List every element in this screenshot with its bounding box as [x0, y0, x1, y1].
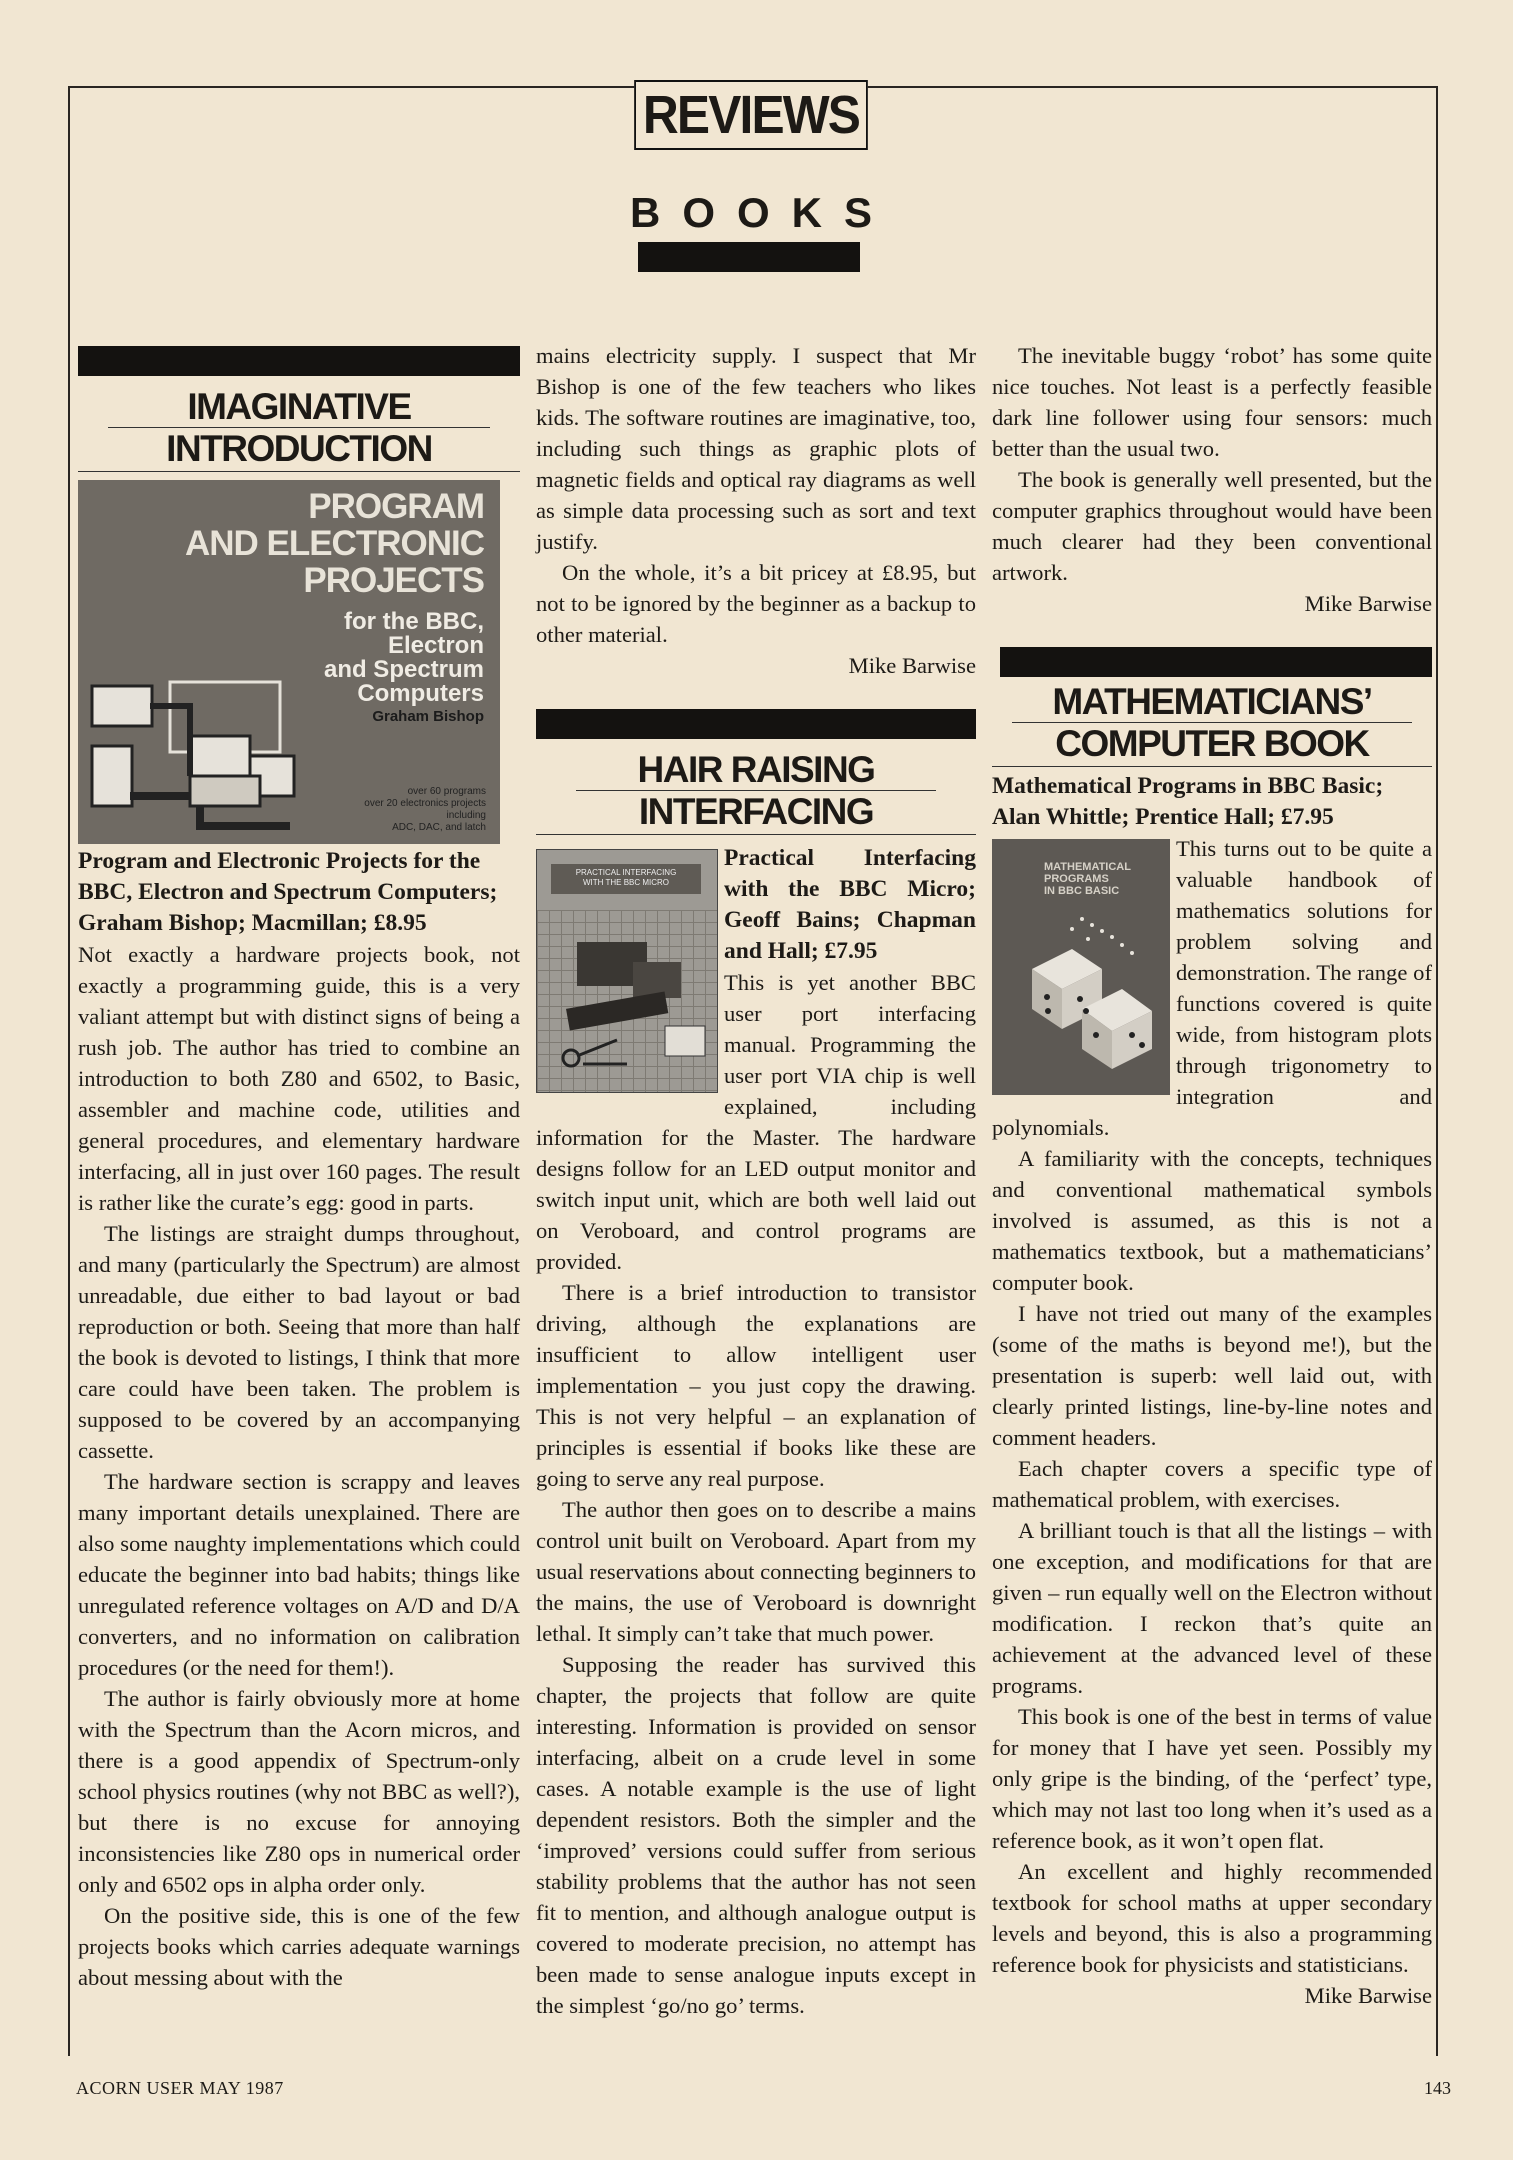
- review3-headline: [992, 681, 1432, 764]
- cover-circuit-diagram: [90, 676, 300, 836]
- paragraph: mains electricity supply. I suspect that Mr Bishop is one of the few teachers who likes kids. The software routines are imaginative, too, including such things as graphic plots of magnetic fields and optical ray diagrams as well as simple data processing such as sort and text justify.: [536, 343, 976, 554]
- paragraph: This is yet another BBC user port interfacing manual. Programming the user port VIA chip is well explained, including information for the Master. The hardware designs follow for an LED output monitor and switch input unit, which are both well laid out on Veroboard, and control programs are provided.: [536, 970, 976, 1274]
- paragraph: A familiarity with the concepts, techniques and conventional mathematical symbols involved is assumed, as this is not a mathematics textbook, but a mathematicians’ computer book.: [992, 1146, 1432, 1295]
- paragraph: I have not tried out many of the examples (some of the maths is beyond me!), but the presentation is superb: well laid out, with clearly printed listings, line-by-line notes and comment headers.: [992, 1301, 1432, 1450]
- headline-line: COMPUTER BOOK: [1055, 723, 1369, 764]
- cover-subtitle-line: Electron: [387, 632, 484, 659]
- review3-bibliography: Mathematical Programs in BBC Basic; Alan Whittle; Prentice Hall; £7.95: [992, 773, 1384, 830]
- review2-body-continued: [992, 340, 1432, 588]
- review1-bibliography: Program and Electronic Projects for the BBC, Electron and Spectrum Computers; Graham Bishop; Macmillan; £8.95: [78, 848, 498, 936]
- cover-dice-illustration: [992, 839, 1170, 1095]
- paragraph: This book is one of the best in terms of value for money that I have yet seen. Possibly my only gripe is the binding, of the ‘perfect’ type, which may not last too long when it’s used as a reference book, as it won’t open flat.: [992, 1704, 1432, 1853]
- cover-title-line: AND ELECTRONIC: [184, 524, 484, 563]
- headline-rule: [536, 834, 976, 835]
- cover-title-line: PROGRAM: [308, 487, 484, 526]
- cover-title-line: MATHEMATICAL: [1044, 861, 1131, 873]
- headline-line: MATHEMATICIANS’: [1052, 681, 1372, 722]
- paragraph: On the positive side, this is one of the few projects books which carries adequate warnings about messing about with the: [78, 1903, 520, 1990]
- headline-rule: [992, 766, 1432, 767]
- subsection-title: BOOKS: [630, 189, 895, 236]
- review2-bibliography: Practical Interfacing with the BBC Micro; Geoff Bains; Chapman and Hall; £7.95: [724, 845, 976, 964]
- headline-line: INTERFACING: [638, 791, 874, 832]
- headline-bar: [536, 709, 976, 739]
- cover-author: Graham Bishop: [372, 708, 484, 725]
- headline-bar: [1000, 647, 1432, 677]
- headline-line: HAIR RAISING: [637, 749, 875, 790]
- paragraph: Supposing the reader has survived this chapter, the projects that follow are quite interesting. Information is provided on sensor interfacing, albeit on a crude level in some cases. A notable example is the use of light dependent resistors. Both the simpler and the ‘improved’ versions could suffer from serious stability problems that the author has not seen fit to mention, and although analogue output is covered to moderate precision, no attempt has been made to sense analogue inputs except in the simplest ‘go/no go’ terms.: [536, 1652, 976, 2018]
- paragraph: The book is generally well presented, but the computer graphics throughout would have been much clearer had they been conventional artwork.: [992, 467, 1432, 585]
- page-frame-left: [68, 86, 70, 2056]
- book-cover-practical-interfacing: [536, 849, 718, 1093]
- magazine-issue: ACORN USER MAY 1987: [76, 2078, 284, 2098]
- headline-bar: [78, 346, 520, 376]
- column-1: [78, 346, 520, 1993]
- review2-body: [536, 967, 976, 2021]
- cover-title-line: WITH THE BBC MICRO: [582, 878, 670, 887]
- review3-content: [992, 833, 1432, 2011]
- cover-subtitle-line: Computers: [357, 680, 484, 707]
- headline-rule: [78, 471, 520, 472]
- paragraph: The listings are straight dumps throughout, and many (particularly the Spectrum) are almost unreadable, due either to bad layout or bad reproduction or both. Seeing that more than half the book is devoted to listings, I think that more care could have been taken. The problem is supposed to be covered by an accompanying cassette.: [78, 1221, 520, 1463]
- paragraph: On the whole, it’s a bit pricey at £8.95, but not to be ignored by the beginner as a backup to other material.: [536, 560, 976, 647]
- cover-footer-line: ADC, DAC, and latch: [392, 822, 486, 833]
- section-title: REVIEWS: [634, 80, 868, 150]
- cover-title-line: PRACTICAL INTERFACING: [575, 868, 677, 877]
- cover-footer-text: [336, 786, 486, 834]
- cover-title-line: PROJECTS: [303, 561, 484, 600]
- review2-signature: Mike Barwise: [1304, 591, 1432, 616]
- paragraph: The author is fairly obviously more at home with the Spectrum than the Acorn micros, and there is a good appendix of Spectrum-only school physics routines (why not BBC as well?), but there is no excuse for annoying inconsistencies like Z80 ops in numerical order only and 6502 ops in alpha order only.: [78, 1686, 520, 1897]
- cover-footer-line: over 60 programs: [407, 786, 486, 797]
- paragraph: Each chapter covers a specific type of mathematical problem, with exercises.: [992, 1456, 1432, 1512]
- review1-signature: Mike Barwise: [848, 653, 976, 678]
- review2-headline: [536, 749, 976, 832]
- review1-body: [78, 939, 520, 1993]
- paragraph: There is a brief introduction to transistor driving, although the explanations are insufficient to allow intelligent user implementation – you just copy the drawing. This is not very helpful – an explanation of principles is essential if books like these are going to serve any real purpose.: [536, 1280, 976, 1491]
- paragraph: The author then goes on to describe a mains control unit built on Veroboard. Apart from my usual reservations about connecting beginners to the mains, the use of Veroboard is downright lethal. It simply can’t take that much power.: [536, 1497, 976, 1646]
- paragraph: The inevitable buggy ‘robot’ has some quite nice touches. Not least is a perfectly feasible dark line follower using four sensors: much better than the usual two.: [992, 343, 1432, 461]
- page-frame-right: [1436, 86, 1438, 2056]
- column-3: [992, 340, 1432, 2011]
- cover-footer-line: including: [446, 810, 486, 821]
- headline-line: IMAGINATIVE: [187, 386, 411, 427]
- review1-body-continued: [536, 340, 976, 650]
- book-cover-mathematical-programs: [992, 839, 1170, 1095]
- cover-subtitle: [324, 610, 484, 706]
- column-2: [536, 340, 976, 2021]
- page-number: 143: [1424, 2078, 1451, 2098]
- review3-signature: Mike Barwise: [1304, 1983, 1432, 2008]
- cover-subtitle-line: and Spectrum: [323, 656, 484, 683]
- headline-line: INTRODUCTION: [166, 428, 432, 469]
- book-cover-program-and-electronic-projects: [78, 480, 500, 844]
- cover-components-illustration: [537, 850, 717, 1092]
- subsection-bar: [638, 242, 860, 272]
- cover-footer-line: over 20 electronics projects: [364, 798, 486, 809]
- paragraph: This turns out to be quite a valuable handbook of mathematics solutions for problem solving and demonstration. The range of functions covered is quite wide, from histogram plots through trigonometry to integration and polynomials.: [992, 836, 1432, 1140]
- cover-title-line: IN BBC BASIC: [1044, 885, 1120, 897]
- cover-subtitle-line: for the BBC,: [344, 608, 484, 635]
- paragraph: The hardware section is scrappy and leaves many important details unexplained. There are also some naughty implementations which could educate the beginner into bad habits; things like unregulated reference voltages on A/D and D/A converters, and no information on calibration procedures (or the need for them!).: [78, 1469, 520, 1680]
- cover-title: [185, 488, 484, 599]
- cover-title-line: PROGRAMS: [1044, 873, 1109, 885]
- paragraph: Not exactly a hardware projects book, not exactly a programming guide, this is a very valiant attempt but with distinct signs of being a rush job. The author has tried to combine an introduction to both Z80 and 6502, to Basic, assembler and machine code, utilities and general procedures, and elementary hardware interfacing, all in just over 160 pages. The result is rather like the curate’s egg: good in parts.: [78, 942, 520, 1215]
- review1-headline: [78, 386, 520, 469]
- paragraph: A brilliant touch is that all the listings – with one exception, and modifications for that are given – run equally well on the Electron without modification. I reckon that’s quite an achievement at the advanced level of these programs.: [992, 1518, 1432, 1698]
- paragraph: An excellent and highly recommended textbook for school maths at upper secondary levels and beyond, this is also a programming reference book for physicists and statisticians.: [992, 1859, 1432, 1977]
- review2-content: [536, 843, 976, 2021]
